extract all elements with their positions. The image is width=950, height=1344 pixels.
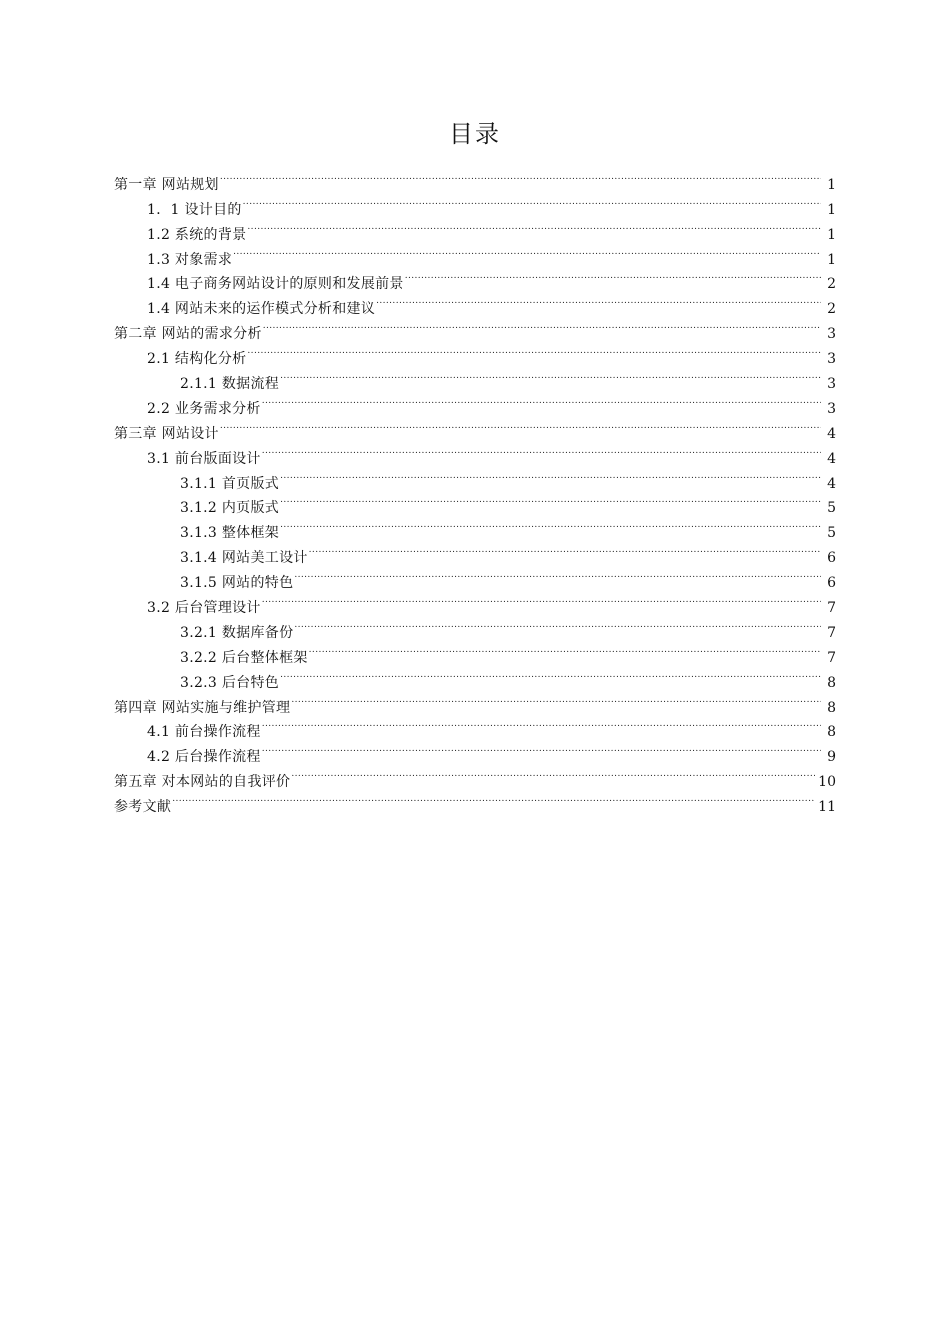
toc-dot-leader (280, 662, 821, 687)
toc-dot-leader (247, 214, 821, 239)
toc-dot-leader (262, 438, 821, 463)
toc-page-number: 1 (827, 226, 836, 243)
toc-page-number: 7 (827, 649, 836, 666)
toc-dot-leader (280, 363, 821, 388)
toc-page-number: 4 (827, 450, 836, 467)
toc-dot-leader (294, 612, 821, 637)
toc-entry-label: 1.4 电子商务网站设计的原则和发展前景 (147, 276, 404, 293)
toc-page-number: 4 (827, 475, 836, 492)
toc-dot-leader (172, 786, 815, 811)
toc-dot-leader (220, 164, 821, 189)
toc-page-number: 9 (827, 749, 836, 766)
toc-page-number: 8 (827, 724, 836, 741)
page-title: 目录 (449, 120, 501, 148)
toc-entry-label: 3.2.2 后台整体框架 (180, 649, 308, 666)
toc-dot-leader (262, 736, 821, 761)
toc-page-number: 4 (827, 425, 836, 442)
toc-dot-leader (262, 388, 821, 413)
toc-page-number: 1 (827, 251, 836, 268)
toc-dot-leader (291, 761, 815, 786)
toc-page-number: 3 (827, 400, 836, 417)
toc-dot-leader (233, 239, 821, 264)
toc-page-number: 1 (827, 176, 836, 193)
toc-dot-leader (291, 687, 821, 712)
toc-dot-leader (220, 413, 821, 438)
toc-entry[interactable] (114, 189, 838, 218)
toc-entry-label: 3.1 前台版面设计 (147, 450, 261, 467)
toc-dot-leader (309, 537, 821, 562)
toc-entry-label: 3.2.3 后台特色 (180, 674, 280, 691)
toc-entry-label: 第三章 网站设计 (114, 425, 219, 442)
toc-dot-leader (294, 562, 821, 587)
toc-entry[interactable] (114, 164, 838, 193)
toc-dot-leader (280, 488, 821, 513)
toc-page-number: 3 (827, 351, 836, 368)
toc-entry-label: 第一章 网站规划 (114, 176, 219, 193)
toc-page-number: 1 (827, 201, 836, 218)
toc-entry-label: 4.1 前台操作流程 (147, 724, 261, 741)
toc-page-number: 7 (827, 624, 836, 641)
toc-page-number: 10 (818, 774, 836, 791)
toc-dot-leader (309, 637, 821, 662)
toc-dot-leader (262, 712, 821, 737)
toc-entry-label: 3.1.5 网站的特色 (180, 575, 294, 592)
toc-entry-label: 第五章 对本网站的自我评价 (114, 774, 291, 791)
table-of-contents (114, 164, 838, 816)
toc-page-number: 6 (827, 575, 836, 592)
toc-page-number: 8 (827, 699, 836, 716)
toc-entry-label: 4.2 后台操作流程 (147, 749, 261, 766)
toc-entry[interactable] (114, 786, 838, 816)
toc-dot-leader (376, 288, 821, 313)
toc-page-number: 6 (827, 550, 836, 567)
toc-page-number: 3 (827, 326, 836, 343)
toc-page-number: 2 (827, 276, 836, 293)
toc-entry[interactable] (114, 413, 838, 442)
toc-entry-label: 2.1 结构化分析 (147, 351, 247, 368)
toc-entry[interactable] (114, 438, 838, 467)
toc-dot-leader (262, 587, 821, 612)
toc-entry-label: 3.1.3 整体框架 (180, 525, 280, 542)
toc-entry-label: 3.2.1 数据库备份 (180, 624, 294, 641)
toc-entry-label: 2.2 业务需求分析 (147, 400, 261, 417)
toc-entry-label: 3.2 后台管理设计 (147, 600, 261, 617)
toc-entry-label: 第四章 网站实施与维护管理 (114, 699, 291, 716)
toc-entry-label: 3.1.1 首页版式 (180, 475, 280, 492)
toc-page-number: 11 (818, 799, 836, 816)
toc-dot-leader (280, 512, 821, 537)
toc-dot-leader (263, 313, 821, 338)
toc-entry-label: 3.1.2 内页版式 (180, 500, 280, 517)
toc-dot-leader (405, 264, 821, 289)
toc-entry-label: 参考文献 (114, 799, 172, 816)
toc-entry-label: 第二章 网站的需求分析 (114, 326, 262, 343)
toc-entry-label: 2.1.1 数据流程 (180, 376, 280, 393)
toc-page-number: 5 (827, 500, 836, 517)
toc-dot-leader (280, 463, 821, 488)
toc-page-number: 3 (827, 376, 836, 393)
toc-entry-label: 1．1 设计目的 (147, 201, 242, 218)
toc-dot-leader (247, 338, 821, 363)
toc-dot-leader (243, 189, 821, 214)
toc-page-number: 2 (827, 301, 836, 318)
toc-entry-label: 1.4 网站未来的运作模式分析和建议 (147, 301, 376, 318)
toc-page-number: 5 (827, 525, 836, 542)
toc-entry-label: 1.2 系统的背景 (147, 226, 247, 243)
toc-entry-label: 1.3 对象需求 (147, 251, 233, 268)
toc-page-number: 8 (827, 674, 836, 691)
toc-entry-label: 3.1.4 网站美工设计 (180, 550, 308, 567)
toc-page-number: 7 (827, 600, 836, 617)
